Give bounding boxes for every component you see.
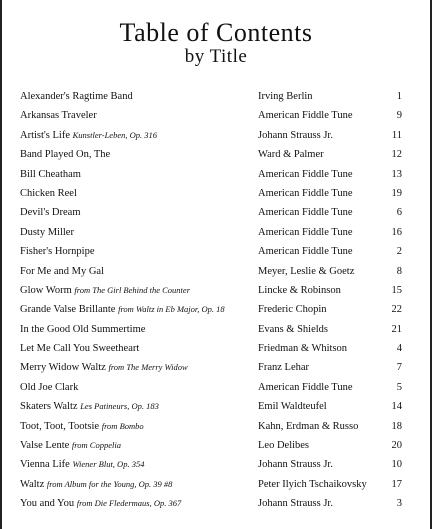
toc-entry-title-cell [20, 401, 159, 412]
toc-entry [0, 185, 432, 204]
toc-entry-title-cell [20, 130, 157, 141]
toc-entry-title: You and You [20, 498, 75, 510]
toc-entry-composer: Kahn, Erdman & Russo [258, 420, 359, 432]
toc-entry-title-cell [20, 188, 77, 199]
toc-entry [0, 224, 432, 243]
toc-entry-subtitle: from The Merry Widow [108, 362, 188, 373]
toc-entry [0, 107, 432, 126]
toc-entry-title-cell [20, 91, 133, 102]
toc-entry-page-number: 12 [391, 149, 402, 161]
toc-entry-subtitle: from Waltz in Eb Major, Op. 18 [118, 304, 225, 315]
toc-entry-subtitle: from The Girl Behind the Counter [74, 284, 190, 295]
toc-entry-page-number: 20 [391, 440, 402, 452]
toc-entry-composer: Friedman & Whitson [258, 343, 348, 355]
toc-entry-page-number: 3 [396, 498, 402, 510]
toc-entry-page-number: 13 [391, 168, 402, 180]
toc-entry-composer: Peter Ilyich Tschaikovsky [258, 478, 367, 490]
toc-entry-title-cell [20, 149, 110, 160]
toc-entry-title: Devil's Dream [20, 207, 81, 219]
toc-entry-page-number: 8 [396, 265, 402, 277]
page-subtitle: by Title [184, 46, 248, 67]
toc-entry-title: Let Me Call You Sweetheart [20, 343, 140, 355]
toc-entry-composer: Johann Strauss Jr. [258, 459, 333, 471]
toc-entry-title-cell [20, 110, 97, 121]
toc-entry-title: Valse Lente [20, 440, 70, 452]
toc-entry [0, 495, 432, 514]
toc-entry [0, 127, 432, 146]
toc-entry-page-number: 9 [396, 110, 402, 122]
toc-entry-title-cell [20, 362, 188, 373]
toc-entry [0, 204, 432, 223]
toc-entry-title-cell [20, 459, 144, 470]
toc-entry-title-cell [20, 324, 145, 335]
toc-entry-subtitle: from Coppelia [71, 440, 121, 451]
toc-entry-title: Alexander's Ragtime Band [20, 91, 133, 102]
toc-entry-page-number: 17 [391, 478, 402, 490]
toc-entry-title: Artist's Life [20, 129, 71, 141]
toc-entry-page-number: 4 [396, 343, 402, 355]
toc-entry-page-number: 11 [391, 129, 402, 141]
toc-entry [0, 243, 432, 262]
toc-entry-title-cell [20, 169, 81, 180]
toc-entry-title: Toot, Toot, Tootsie [20, 420, 100, 432]
toc-entry-title-cell [20, 227, 74, 238]
toc-list [0, 88, 432, 515]
toc-entry [0, 418, 432, 437]
toc-entry-title: Old Joe Clark [20, 381, 79, 393]
toc-entry-page-number: 15 [391, 284, 402, 296]
toc-entry-title: Bill Cheatham [20, 168, 81, 180]
toc-entry-title: Vienna Life [20, 459, 70, 471]
toc-entry [0, 398, 432, 417]
toc-entry-title: Dusty Miller [20, 226, 74, 238]
toc-entry [0, 263, 432, 282]
toc-entry-composer: American Fiddle Tune [258, 187, 353, 199]
toc-entry-title-cell [20, 440, 121, 451]
toc-entry [0, 359, 432, 378]
toc-entry-title: Band Played On, The [20, 149, 111, 161]
toc-entry-title-cell [20, 207, 81, 218]
toc-entry [0, 146, 432, 165]
toc-entry-composer: American Fiddle Tune [258, 381, 353, 393]
toc-entry-composer: American Fiddle Tune [258, 207, 353, 219]
toc-entry [0, 437, 432, 456]
toc-entry-page-number: 5 [396, 381, 402, 393]
toc-entry-page-number: 16 [391, 226, 402, 238]
toc-entry [0, 166, 432, 185]
toc-entry-composer: Lincke & Robinson [258, 284, 341, 296]
toc-entry-page-number: 6 [396, 207, 402, 219]
toc-entry-composer: Johann Strauss Jr. [258, 129, 333, 141]
toc-entry [0, 88, 432, 107]
toc-entry-page-number: 7 [396, 362, 402, 374]
toc-entry-title-cell [20, 382, 78, 393]
toc-entry [0, 282, 432, 301]
toc-entry-composer: Franz Lehar [258, 362, 310, 374]
toc-entry [0, 476, 432, 495]
toc-entry-title: Chicken Reel [20, 187, 77, 199]
toc-entry-title-cell [20, 304, 225, 315]
toc-entry-composer: American Fiddle Tune [258, 226, 353, 238]
toc-entry-title: For Me and My Gal [20, 265, 104, 277]
toc-entry-page-number: 10 [391, 459, 402, 471]
toc-entry-title: Fisher's Hornpipe [20, 246, 95, 258]
toc-entry-title: Merry Widow Waltz [20, 362, 106, 374]
toc-entry-composer: Emil Waldteufel [258, 401, 327, 413]
toc-entry-title-cell [20, 266, 104, 277]
toc-entry-composer: American Fiddle Tune [258, 110, 353, 122]
page-title: Table of Contents [119, 18, 313, 47]
toc-entry-subtitle: from Die Fledermaus, Op. 367 [76, 498, 182, 509]
toc-entry [0, 340, 432, 359]
toc-entry-page-number: 14 [391, 401, 402, 413]
toc-entry-title: Glow Worm [20, 284, 72, 296]
toc-entry-composer: American Fiddle Tune [258, 246, 353, 258]
toc-entry [0, 456, 432, 475]
toc-entry-subtitle: Les Patineurs, Op. 183 [80, 401, 159, 412]
toc-entry-title: Waltz [20, 478, 45, 490]
toc-entry-page-number: 1 [396, 91, 402, 102]
toc-entry-subtitle: Kunstler-Leben, Op. 316 [72, 129, 157, 140]
toc-entry-title-cell [20, 421, 144, 432]
toc-entry-title-cell [20, 285, 190, 296]
toc-entry-composer: Meyer, Leslie & Goetz [258, 265, 355, 277]
toc-entry-title-cell [20, 246, 95, 257]
toc-entry-title: In the Good Old Summertime [20, 323, 146, 335]
toc-entry-composer: Johann Strauss Jr. [258, 498, 333, 510]
toc-entry-page-number: 22 [391, 304, 402, 316]
toc-entry [0, 321, 432, 340]
toc-entry-subtitle: Wiener Blut, Op. 354 [72, 459, 145, 470]
toc-entry-composer: Ward & Palmer [258, 149, 324, 161]
toc-entry-composer: Irving Berlin [258, 91, 313, 102]
toc-entry-title-cell [20, 479, 172, 490]
toc-entry-composer: Evans & Shields [258, 323, 328, 335]
toc-entry-title-cell [20, 343, 139, 354]
toc-entry-composer: Frederic Chopin [258, 304, 327, 316]
toc-entry-composer: Leo Delibes [258, 440, 310, 452]
toc-entry-page-number: 2 [396, 246, 402, 258]
toc-entry-page-number: 18 [391, 420, 402, 432]
toc-entry-subtitle: from Album for the Young, Op. 39 #8 [46, 478, 173, 489]
toc-entry-subtitle: from Bombo [101, 420, 144, 431]
toc-entry [0, 301, 432, 320]
toc-entry-page-number: 21 [391, 323, 402, 335]
toc-entry-composer: American Fiddle Tune [258, 168, 353, 180]
toc-entry-title-cell [20, 498, 181, 509]
toc-entry-title: Arkansas Traveler [20, 110, 97, 122]
toc-entry-title: Grande Valse Brillante [20, 304, 116, 316]
toc-entry-title: Skaters Waltz [20, 401, 78, 413]
toc-entry [0, 379, 432, 398]
toc-entry-page-number: 19 [391, 187, 402, 199]
